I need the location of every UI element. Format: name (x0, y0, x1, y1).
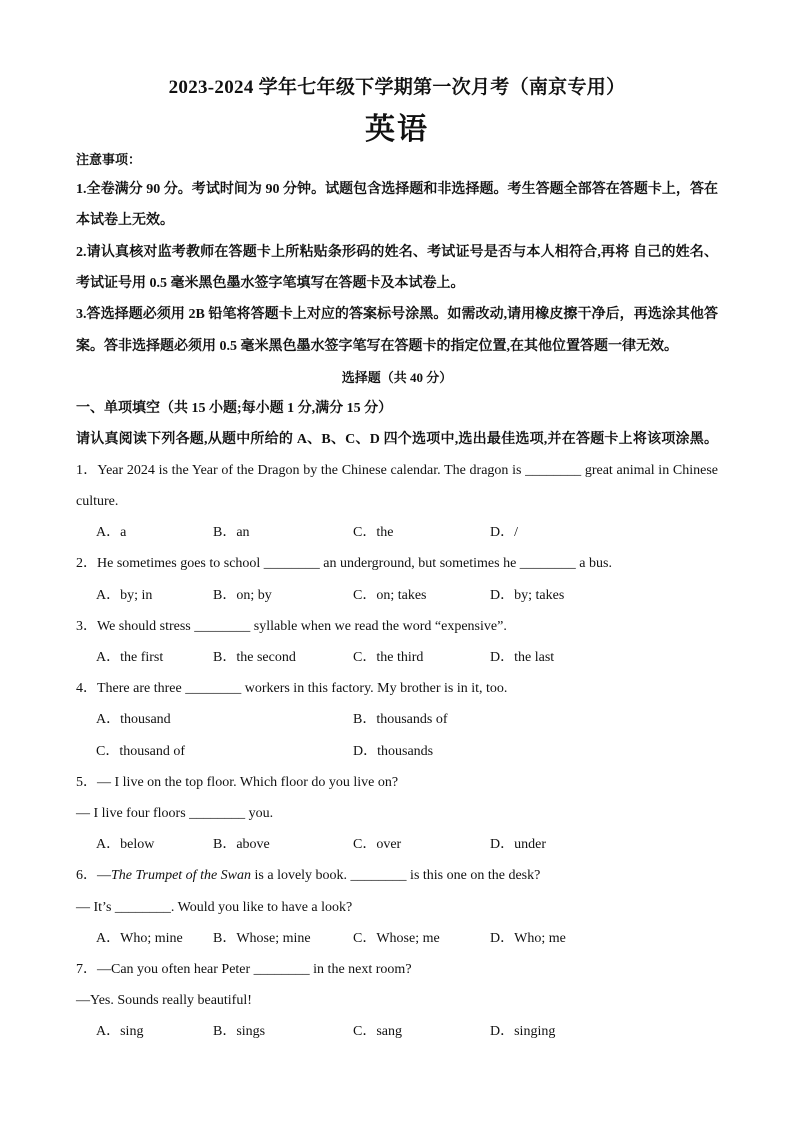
question-2-option-c: C．on; takes (353, 588, 427, 603)
question-3-option-b: B．the second (213, 650, 296, 665)
question-6-book-title: The Trumpet of the Swan (111, 868, 252, 883)
question-5-line-2: — I live four floors ________ you. (76, 806, 274, 821)
question-7-option-b: B．sings (213, 1024, 266, 1039)
question-3-option-a: A．the first (96, 650, 164, 665)
question-6-option-c: C．Whose; me (353, 931, 440, 946)
question-1-option-b: B．an (213, 525, 250, 540)
question-3-option-d: D．the last (490, 650, 555, 665)
section-title: 选择题（共 40 分） (341, 370, 453, 385)
question-2-option-d: D．by; takes (490, 588, 565, 603)
question-1-option-c: C．the (353, 525, 394, 540)
question-2-option-a: A．by; in (96, 588, 153, 603)
question-6-option-a: A．Who; mine (96, 931, 183, 946)
notice-item-1-line-2: 本试卷上无效。 (76, 213, 174, 228)
question-5-option-c: C．over (353, 837, 402, 852)
question-6-option-d: D．Who; me (490, 931, 566, 946)
question-7-option-c: C．sang (353, 1024, 402, 1039)
question-4-option-b: B．thousands of (353, 712, 448, 727)
question-7-option-d: D．singing (490, 1024, 556, 1039)
question-1-line-2: culture. (76, 494, 119, 509)
part-1-title: 一、单项填空（共 15 小题;每小题 1 分,满分 15 分） (76, 401, 393, 416)
notice-heading: 注意事项： (76, 152, 142, 167)
question-7-option-a: A．sing (96, 1024, 144, 1039)
notice-item-2-line-1: 2.请认真核对监考教师在答题卡上所粘贴条形码的姓名、考试证号是否与本人相符合,再将 自己的姓名、 (76, 245, 718, 260)
question-7-line-1: 7．—Can you often hear Peter ________ in the next room? (76, 962, 412, 977)
notice-item-3-line-1: 3.答选择题必须用 2B 铅笔将答题卡上对应的答案标号涂黑。如需改动,请用橡皮擦干净后，再选涂其他答 (76, 307, 718, 322)
question-5-line-1: 5．— I live on the top floor. Which floor do you live on? (76, 775, 399, 790)
question-5-option-a: A．below (96, 837, 155, 852)
question-1-option-d: D．/ (490, 525, 518, 540)
question-4-option-a: A．thousand (96, 712, 171, 727)
exam-title: 2023-2024 学年七年级下学期第一次月考（南京专用） (168, 77, 626, 98)
exam-subject: 英语 (365, 113, 429, 146)
question-4-option-c: C．thousand of (96, 744, 186, 759)
part-1-instruction: 请认真阅读下列各题,从题中所给的 A、B、C、D 四个选项中,选出最佳选项,并在答题卡上将该项涂黑。 (76, 432, 718, 447)
question-6-suffix: is a lovely book. ________ is this one on the desk? (251, 868, 541, 883)
notice-item-1-line-1: 1.全卷满分 90 分。考试时间为 90 分钟。试题包含选择题和非选择题。考生答题全部答在答题卡上，答在 (76, 182, 718, 197)
question-1-option-a: A．a (96, 525, 127, 540)
notice-item-3-line-2: 案。答非选择题必须用 0.5 毫米黑色墨水签字笔写在答题卡的指定位置,在其他位置答题一律无效。 (76, 339, 678, 354)
question-7-line-2: —Yes. Sounds really beautiful! (76, 993, 252, 1008)
question-3-line-1: 3．We should stress ________ syllable when we read the word “expensive”. (76, 619, 507, 634)
question-1-line-1: 1．Year 2024 is the Year of the Dragon by the Chinese calendar. The dragon is ________ great animal in Chinese (76, 463, 718, 478)
question-4-option-d: D．thousands (353, 744, 434, 759)
question-5-option-b: B．above (213, 837, 270, 852)
question-2-line-1: 2．He sometimes goes to school ________ an underground, but sometimes he ________ a bus. (76, 556, 612, 571)
notice-item-2-line-2: 考试证号用 0.5 毫米黑色墨水签字笔填写在答题卡及本试卷上。 (76, 276, 465, 291)
question-2-option-b: B．on; by (213, 588, 272, 603)
question-6-line-2: — It’s ________. Would you like to have a look? (76, 900, 353, 915)
question-6-option-b: B．Whose; mine (213, 931, 311, 946)
question-6-prefix: 6．— (76, 868, 111, 883)
question-3-option-c: C．the third (353, 650, 424, 665)
question-5-option-d: D．under (490, 837, 546, 852)
question-4-line-1: 4．There are three ________ workers in this factory. My brother is in it, too. (76, 681, 508, 696)
question-6-line-1 (76, 866, 540, 886)
